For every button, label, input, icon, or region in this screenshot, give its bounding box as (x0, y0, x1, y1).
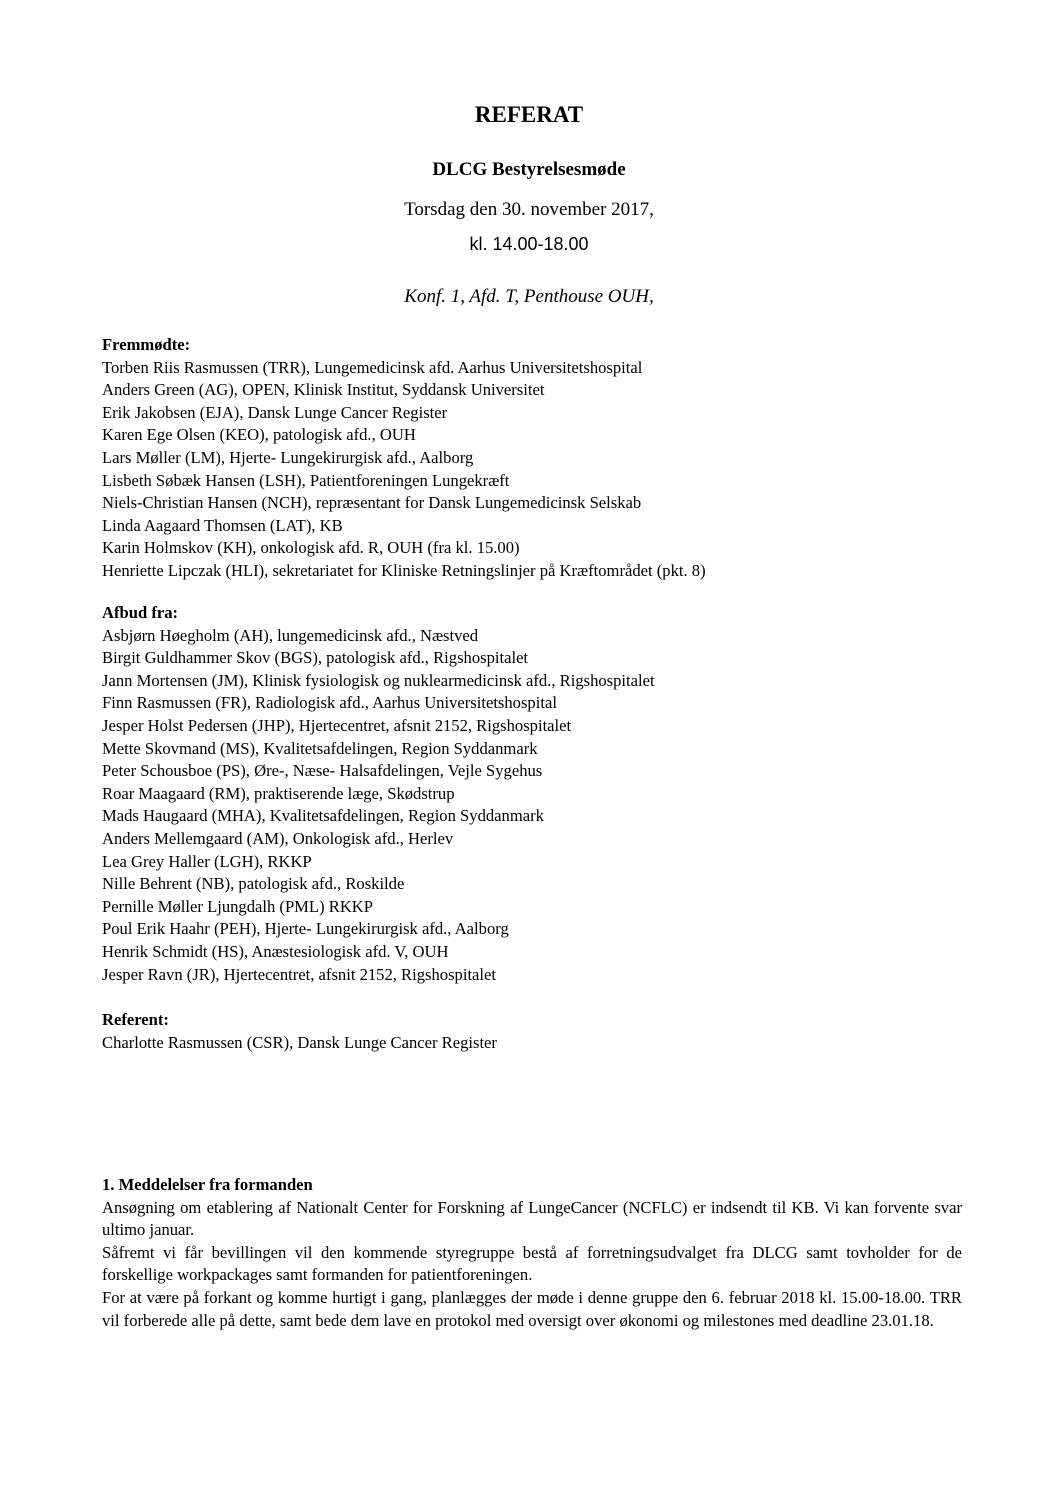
absent-item: Poul Erik Haahr (PEH), Hjerte- Lungekirurgisk afd., Aalborg (102, 919, 509, 939)
absent-item: Mette Skovmand (MS), Kvalitetsafdelingen, Region Syddanmark (102, 738, 538, 758)
absent-item: Peter Schousboe (PS), Øre-, Næse- Halsafdelingen, Vejle Sygehus (102, 761, 543, 781)
absent-item: Pernille Møller Ljungdalh (PML) RKKP (102, 896, 374, 916)
referent-heading: Referent: (102, 1010, 169, 1029)
attendees-heading: Fremmødte: (102, 335, 191, 354)
meeting-date: Torsdag den 30. november 2017, (404, 199, 654, 220)
attendee-item: Anders Green (AG), OPEN, Klinisk Institut, Syddansk Universitet (102, 380, 545, 400)
absent-heading: Afbud fra: (102, 603, 179, 622)
absent-item: Lea Grey Haller (LGH), RKKP (102, 851, 312, 871)
absent-item: Anders Mellemgaard (AM), Onkologisk afd., Herlev (102, 828, 454, 848)
agenda-item-1-paragraph: For at være på forkant og komme hurtigt i gang, planlægges der møde i denne gruppe den 6. februar 2018 kl. 15.00-18.00. TRR vil forberede alle på dette, samt bede dem lave en protokol med oversigt over økonomi og milestones med deadline 23.01.18. (102, 1287, 962, 1330)
agenda-item-1-paragraph: Såfremt vi får bevillingen vil den kommende styregruppe bestå af forretningsudvalget fra DLCG samt tovholder for de forskellige workpackages samt formanden for patientforeningen. (102, 1242, 962, 1285)
absent-item: Jesper Ravn (JR), Hjertecentret, afsnit 2152, Rigshospitalet (102, 964, 497, 984)
attendee-item: Lisbeth Søbæk Hansen (LSH), Patientforeningen Lungekræft (102, 470, 510, 490)
attendee-item: Niels-Christian Hansen (NCH), repræsentant for Dansk Lungemedicinsk Selskab (102, 493, 642, 513)
absent-item: Birgit Guldhammer Skov (BGS), patologisk afd., Rigshospitalet (102, 648, 529, 668)
absent-item: Jann Mortensen (JM), Klinisk fysiologisk og nuklearmedicinsk afd., Rigshospitalet (102, 670, 655, 690)
attendee-item: Erik Jakobsen (EJA), Dansk Lunge Cancer Register (102, 402, 448, 422)
attendee-item: Karen Ege Olsen (KEO), patologisk afd., OUH (102, 425, 416, 445)
absent-item: Asbjørn Høegholm (AH), lungemedicinsk afd., Næstved (102, 625, 479, 645)
document-title: REFERAT (474, 102, 584, 127)
referent-section (102, 1009, 962, 1054)
attendee-item: Torben Riis Rasmussen (TRR), Lungemedicinsk afd. Aarhus Universitetshospital (102, 357, 643, 377)
absent-item: Nille Behrent (NB), patologisk afd., Roskilde (102, 874, 405, 894)
meeting-name: DLCG Bestyrelsesmøde (432, 159, 626, 180)
absent-item: Henrik Schmidt (HS), Anæstesiologisk afd. V, OUH (102, 941, 449, 961)
agenda-item-1 (102, 1174, 962, 1332)
attendees-section (102, 334, 962, 583)
agenda-item-1-paragraph: Ansøgning om etablering af Nationalt Center for Forskning af LungeCancer (NCFLC) er indsendt til KB. Vi kan forvente svar ultimo januar. (102, 1197, 962, 1240)
attendee-item: Karin Holmskov (KH), onkologisk afd. R, OUH (fra kl. 15.00) (102, 538, 520, 558)
attendee-item: Linda Aagaard Thomsen (LAT), KB (102, 515, 343, 535)
attendee-item: Lars Møller (LM), Hjerte- Lungekirurgisk afd., Aalborg (102, 447, 474, 467)
absent-item: Mads Haugaard (MHA), Kvalitetsafdelingen, Region Syddanmark (102, 806, 544, 826)
absent-section (102, 602, 962, 986)
referent-name: Charlotte Rasmussen (CSR), Dansk Lunge Cancer Register (102, 1032, 497, 1052)
absent-item: Jesper Holst Pedersen (JHP), Hjertecentret, afsnit 2152, Rigshospitalet (102, 715, 572, 735)
attendee-item: Henriette Lipczak (HLI), sekretariatet for Kliniske Retningslinjer på Kræftområdet (pkt. 8) (102, 560, 706, 580)
absent-item: Roar Maagaard (RM), praktiserende læge, Skødstrup (102, 783, 455, 803)
absent-item: Finn Rasmussen (FR), Radiologisk afd., Aarhus Universitetshospital (102, 693, 557, 713)
agenda-item-1-heading: 1. Meddelelser fra formanden (102, 1175, 313, 1194)
meeting-time: kl. 14.00-18.00 (469, 234, 589, 254)
meeting-location: Konf. 1, Afd. T, Penthouse OUH, (404, 286, 654, 307)
